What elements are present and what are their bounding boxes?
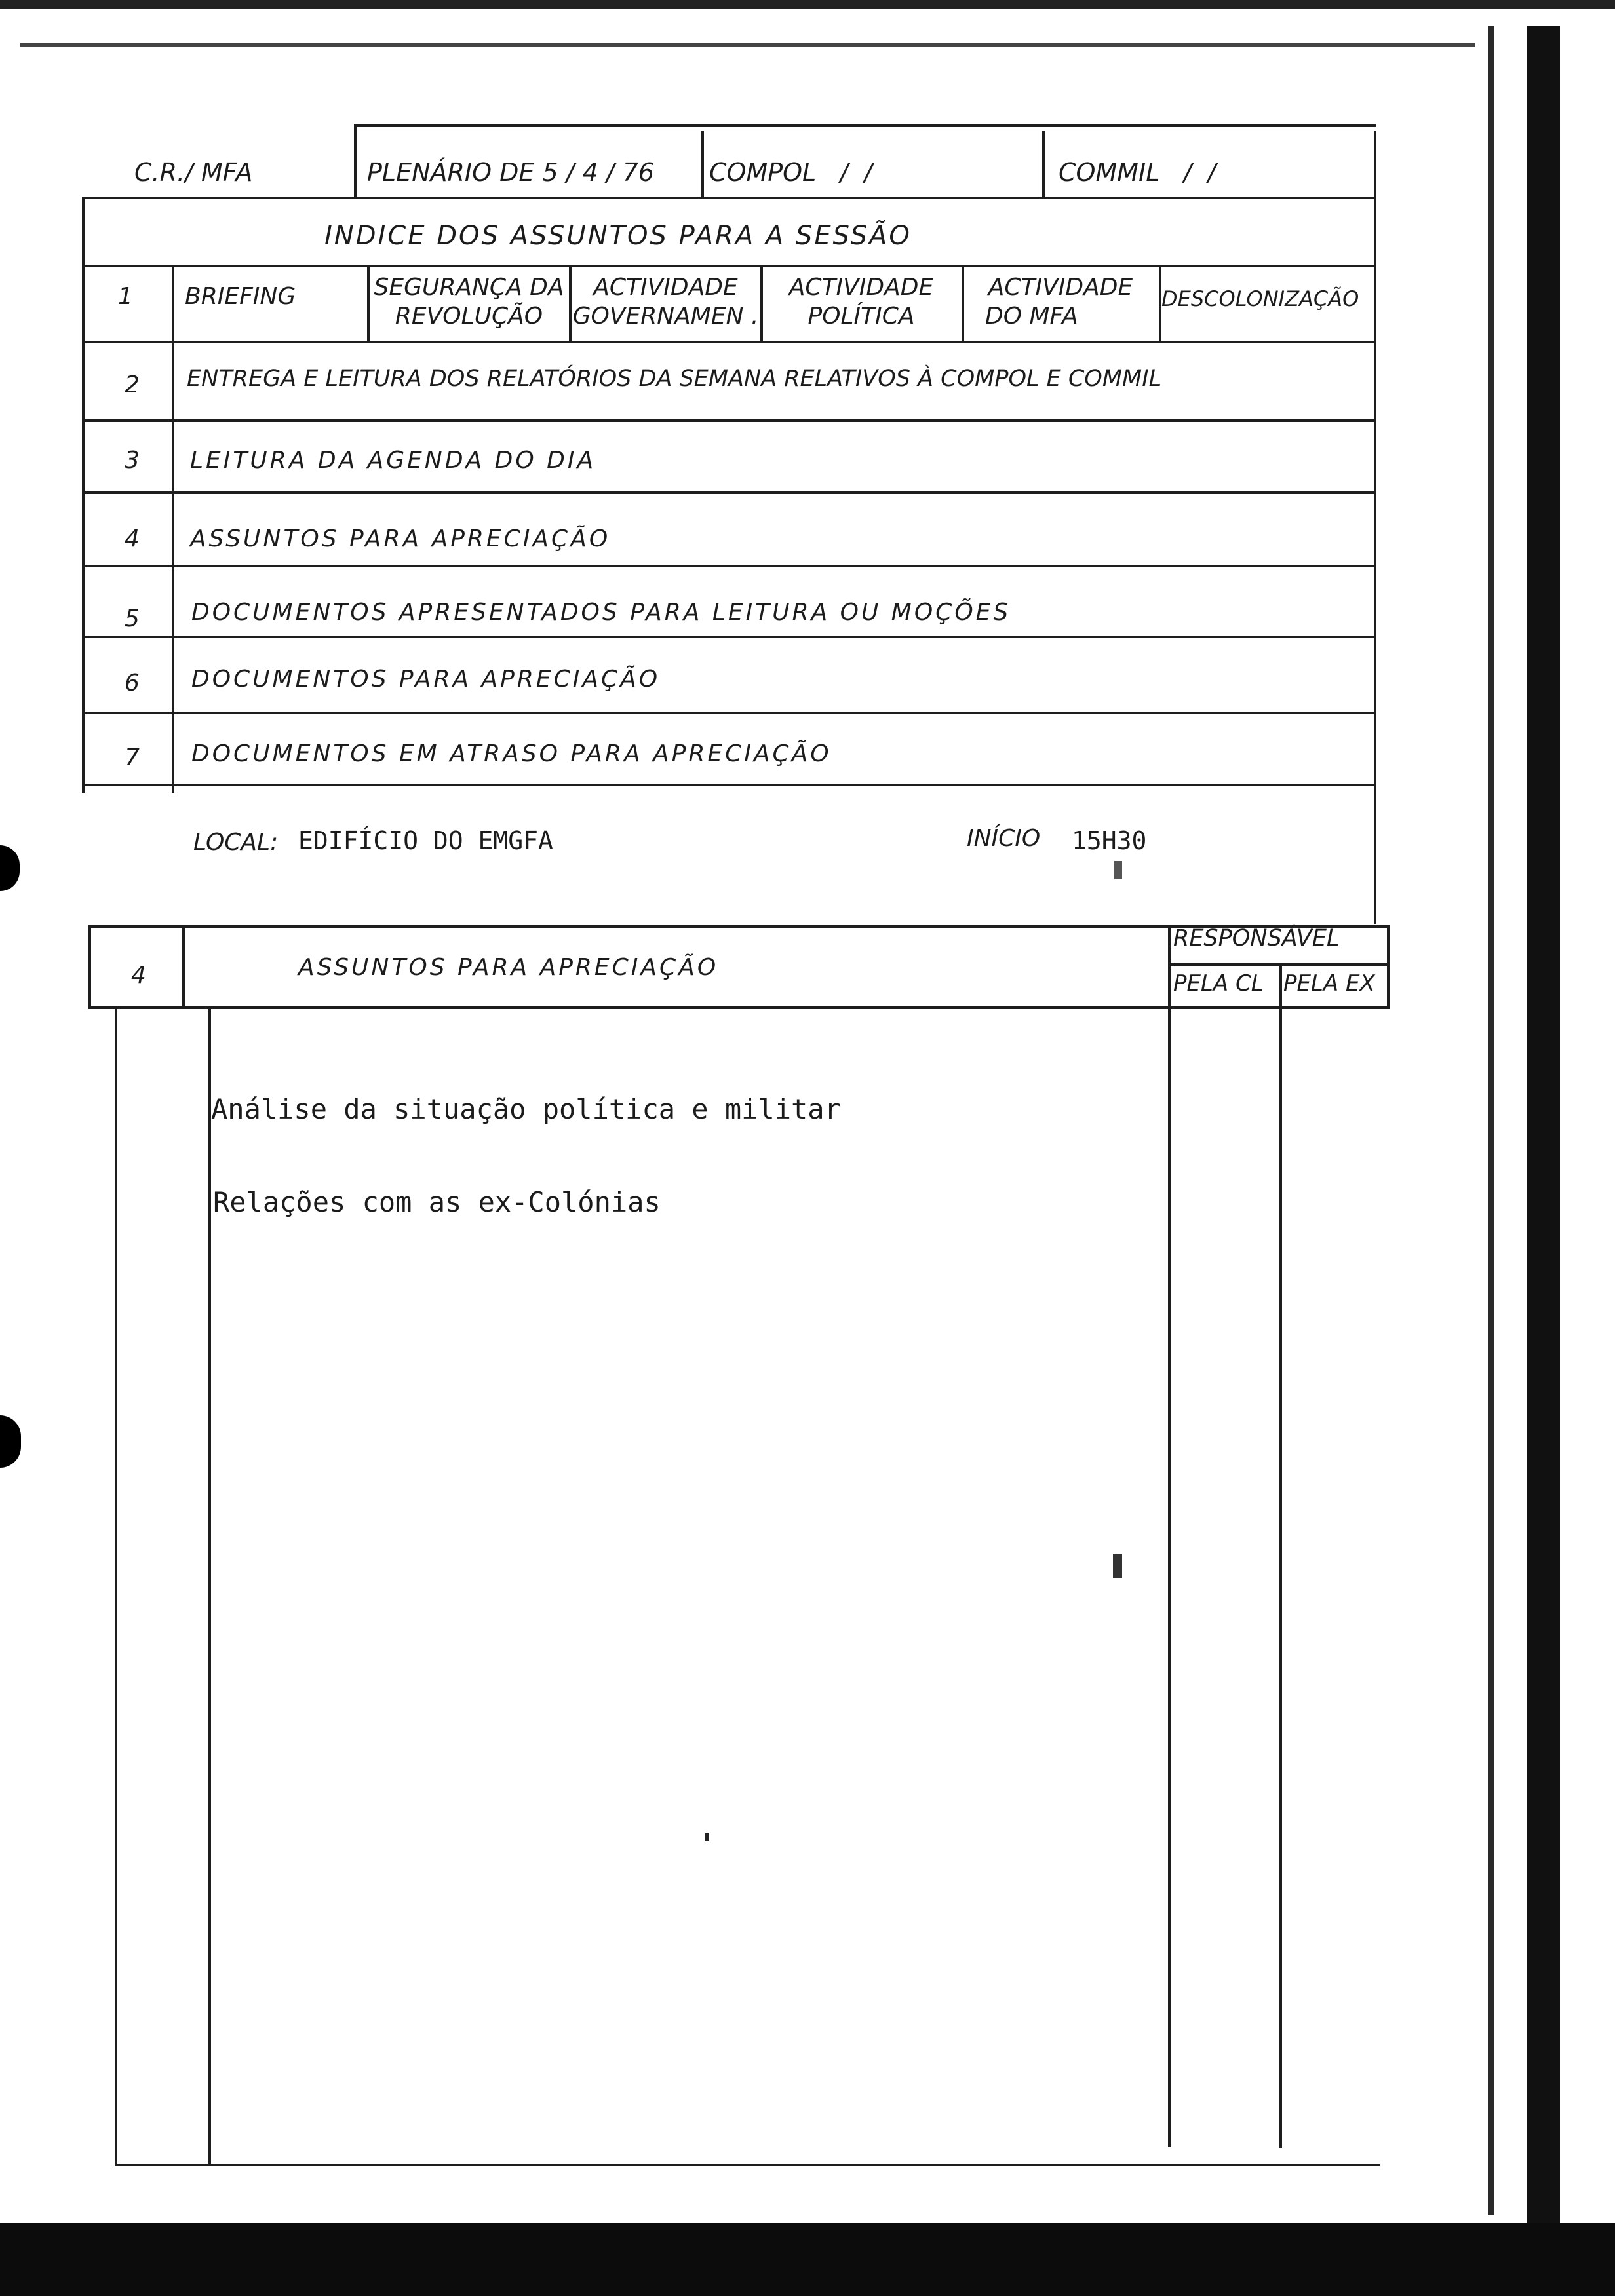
responsavel-header: RESPONSÁVEL <box>1173 925 1340 951</box>
index-left-border <box>82 197 85 793</box>
header-top-rule <box>354 124 1376 127</box>
index-row1-mfa-line2: DO MFA <box>985 303 1078 330</box>
index-row4-bottom <box>82 565 1376 567</box>
index-row5-bottom <box>82 636 1376 638</box>
index-row1-div-1 <box>367 265 370 341</box>
header-plenario: PLENÁRIO DE 5 / 4 / 76 <box>367 158 655 187</box>
pela-ex-header: PELA EX <box>1283 970 1375 997</box>
scan-speck <box>705 1833 709 1841</box>
header-divider-2 <box>701 131 704 198</box>
index-row1-div-4 <box>962 265 964 341</box>
punch-hole-top <box>0 845 20 891</box>
local-value: EDIFÍCIO DO EMGFA <box>298 826 553 855</box>
index-row3-num: 3 <box>125 447 140 474</box>
index-row1-politica-line1: ACTIVIDADE <box>788 274 934 301</box>
scan-right-shadow <box>1527 26 1560 2241</box>
section-resp-divider <box>1168 963 1387 966</box>
section-ex-column <box>1279 963 1282 2148</box>
index-row4-num: 4 <box>125 526 140 552</box>
section-num: 4 <box>131 962 146 989</box>
index-row7-num: 7 <box>125 744 140 771</box>
section-header-bottom <box>88 1006 1390 1009</box>
index-row1-seguranca-line1: SEGURANÇA DA <box>374 274 564 301</box>
index-row1-div-3 <box>760 265 763 341</box>
scan-top-edge-line <box>20 43 1475 47</box>
index-row1-div-2 <box>569 265 572 341</box>
section-item-1: Análise da situação política e militar <box>211 1093 841 1125</box>
section-left-border <box>88 925 91 1009</box>
scan-top-edge <box>0 0 1615 9</box>
scan-bottom-bar <box>0 2223 1615 2296</box>
scan-speck <box>1113 1554 1122 1578</box>
index-row1-top <box>82 265 1376 267</box>
index-row5-text: DOCUMENTOS APRESENTADOS PARA LEITURA OU MOÇÕES <box>191 599 1011 626</box>
header-compol: COMPOL / / <box>709 158 873 187</box>
section-bottom-rule <box>115 2164 1380 2166</box>
section-left-border-lower <box>115 1006 117 2166</box>
index-row6-num: 6 <box>125 670 140 697</box>
section-right-border <box>1387 925 1390 1009</box>
header-org: C.R./ MFA <box>134 158 253 187</box>
index-row6-text: DOCUMENTOS PARA APRECIAÇÃO <box>191 666 661 693</box>
index-top-rule <box>82 197 1376 199</box>
index-row6-bottom <box>82 712 1376 714</box>
index-row2-text: ENTREGA E LEITURA DOS RELATÓRIOS DA SEMANA RELATIVOS À COMPOL E COMMIL <box>187 366 1162 392</box>
index-row2-bottom <box>82 419 1376 422</box>
section-item-2: Relações com as ex-Colónias <box>213 1186 661 1218</box>
header-commil: COMMIL / / <box>1059 158 1216 187</box>
index-row1-mfa-line1: ACTIVIDADE <box>988 274 1133 301</box>
index-row1-governamental-line1: ACTIVIDADE <box>593 274 738 301</box>
scan-right-edge <box>1488 26 1494 2215</box>
index-row1-briefing: BRIEFING <box>185 283 296 310</box>
section-title: ASSUNTOS PARA APRECIAÇÃO <box>298 954 719 981</box>
index-row3-text: LEITURA DA AGENDA DO DIA <box>190 447 596 474</box>
index-row1-seguranca-line2: REVOLUÇÃO <box>395 303 543 330</box>
index-row1-descolonizacao: DESCOLONIZAÇÃO <box>1161 286 1359 311</box>
index-title: INDICE DOS ASSUNTOS PARA A SESSÃO <box>324 221 912 251</box>
inicio-value: 15H30 <box>1072 826 1147 855</box>
index-row5-num: 5 <box>125 605 140 632</box>
header-divider-3 <box>1042 131 1045 198</box>
index-row7-bottom <box>82 784 1376 786</box>
index-row1-politica-line2: POLÍTICA <box>808 303 915 330</box>
pela-cl-header: PELA CL <box>1173 970 1264 997</box>
punch-hole-bottom <box>0 1415 21 1468</box>
index-row1-num: 1 <box>118 283 133 310</box>
header-right-border <box>1374 131 1376 924</box>
local-label: LOCAL: <box>193 829 279 856</box>
index-row3-bottom <box>82 491 1376 494</box>
index-row7-text: DOCUMENTOS EM ATRASO PARA APRECIAÇÃO <box>191 740 832 767</box>
header-divider-1 <box>354 124 357 198</box>
index-row2-num: 2 <box>125 372 140 398</box>
index-row1-bottom <box>82 341 1376 343</box>
index-row4-text: ASSUNTOS PARA APRECIAÇÃO <box>190 526 611 552</box>
scan-speck <box>1114 861 1122 879</box>
index-row1-governamental-line2: GOVERNAMEN . <box>572 303 759 330</box>
section-resp-column <box>1168 925 1171 2147</box>
section-num-column <box>182 925 185 1009</box>
section-num-column-lower <box>208 1006 211 2166</box>
inicio-label: INÍCIO <box>967 825 1041 852</box>
